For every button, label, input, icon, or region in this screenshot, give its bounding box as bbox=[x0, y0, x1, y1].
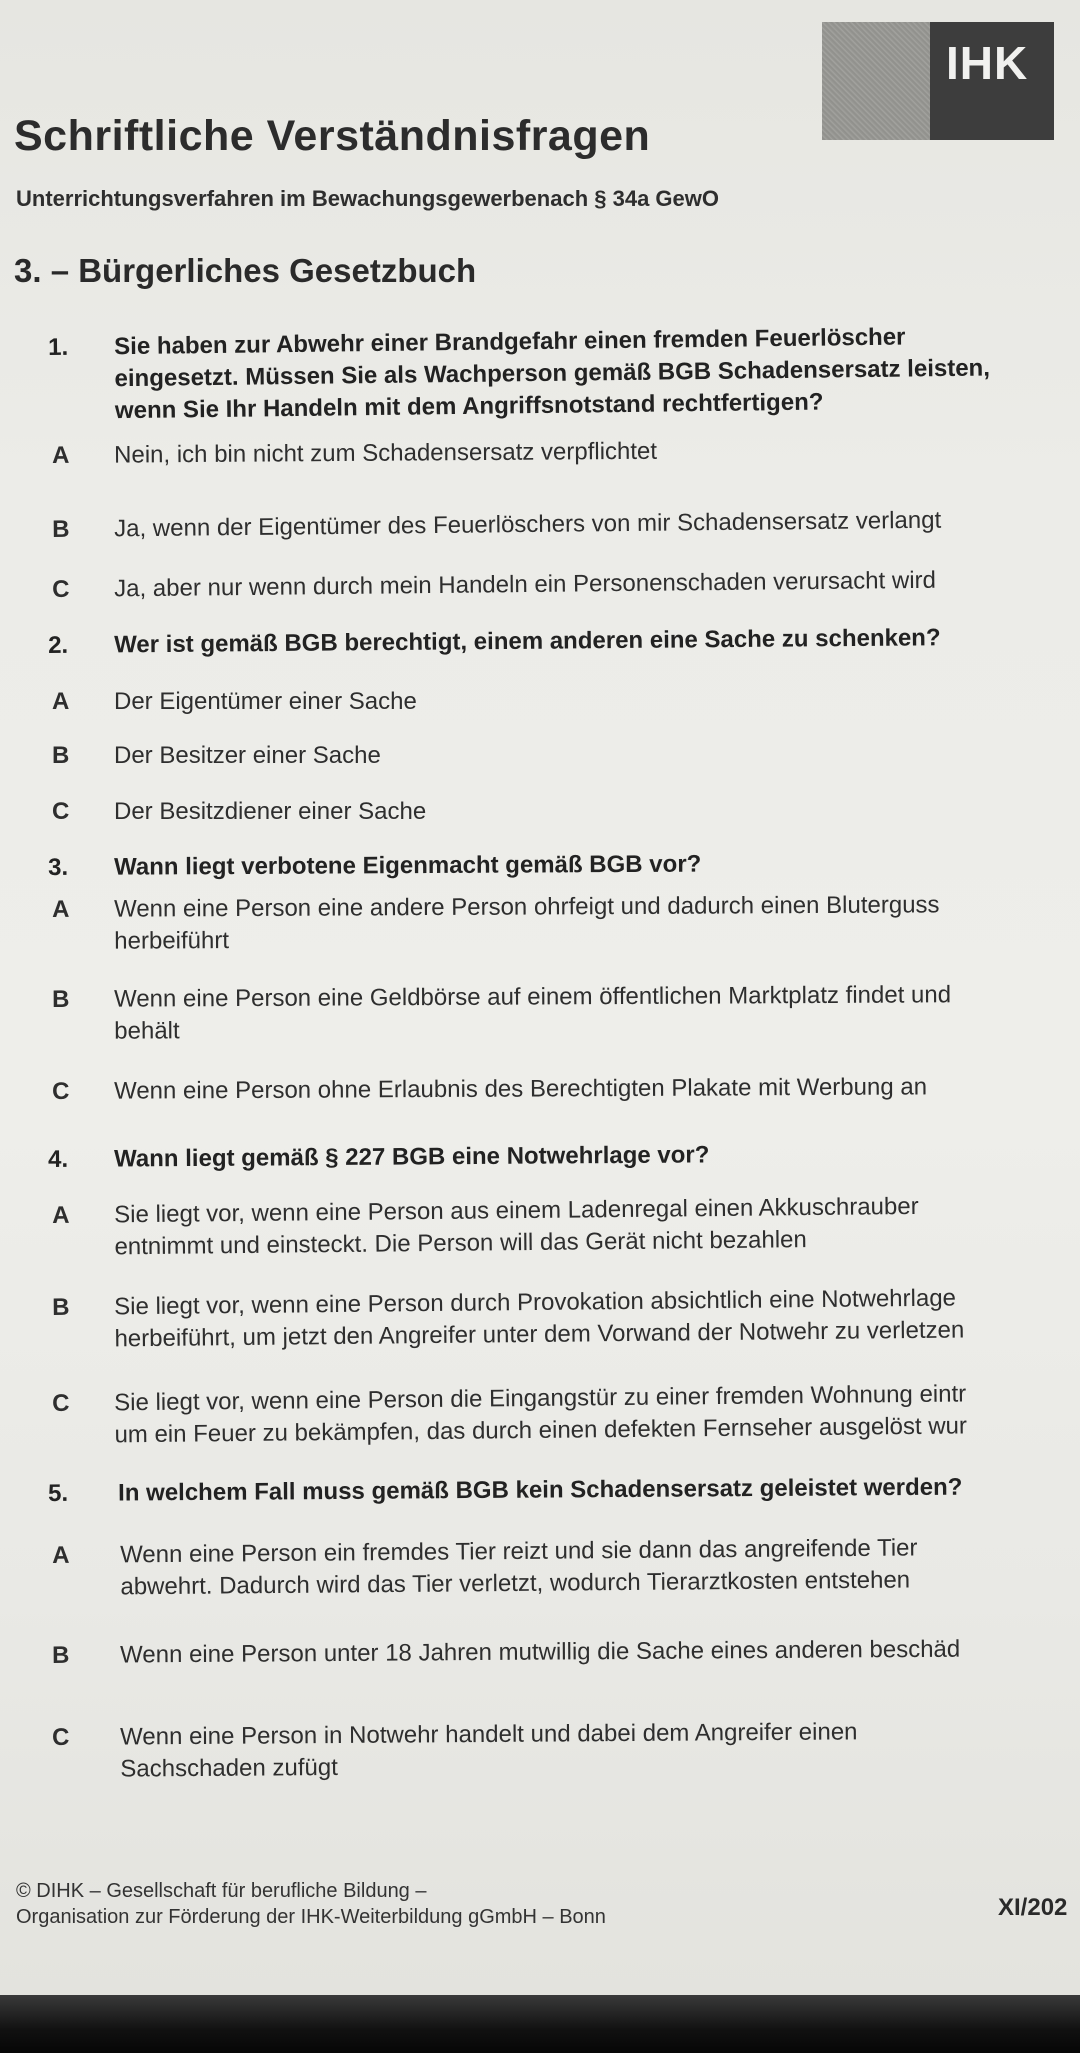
answer-letter: C bbox=[52, 1389, 70, 1417]
answer-letter: A bbox=[52, 895, 70, 923]
answer-text: Ja, wenn der Eigentümer des Feuerlöschers von mir Schadensersatz verlangt bbox=[114, 506, 942, 543]
question-number: 3. bbox=[48, 853, 69, 881]
answer-letter: A bbox=[52, 688, 70, 715]
answer-text: Nein, ich bin nicht zum Schadensersatz verpflichtet bbox=[114, 437, 658, 469]
answer-text-line: um ein Feuer zu bekämpfen, das durch einen defekten Fernseher ausgelöst wur bbox=[114, 1412, 968, 1449]
answer-letter: A bbox=[52, 441, 70, 469]
answer-text-line: Sie liegt vor, wenn eine Person die Eingangstür zu einer fremden Wohnung eintr bbox=[114, 1380, 967, 1417]
answer-text-line: Wenn eine Person in Notwehr handelt und dabei dem Angreifer einen bbox=[120, 1718, 858, 1751]
question-text-line: In welchem Fall muss gemäß BGB kein Schadensersatz geleistet werden? bbox=[118, 1473, 963, 1507]
answer-text-line: behält bbox=[114, 1017, 180, 1045]
answer-text: Der Eigentümer einer Sache bbox=[114, 688, 417, 715]
page-subtitle: Unterrichtungsverfahren im Bewachungsgewerbenach § 34a GewO bbox=[16, 186, 719, 211]
question-number: 5. bbox=[48, 1479, 69, 1507]
answer-letter: C bbox=[52, 1077, 70, 1105]
ihk-logo: IHK bbox=[946, 37, 1029, 89]
answer-letter: B bbox=[52, 515, 70, 543]
answer-letter: B bbox=[52, 742, 70, 769]
answer-text: Wenn eine Person ohne Erlaubnis des Berechtigten Plakate mit Werbung an bbox=[114, 1073, 928, 1105]
question-text-line: Wann liegt gemäß § 227 BGB eine Notwehrlage vor? bbox=[114, 1141, 710, 1173]
answer-text-line: Wenn eine Person eine Geldbörse auf einem öffentlichen Marktplatz findet und bbox=[114, 981, 952, 1013]
answer-text: Der Besitzer einer Sache bbox=[114, 742, 381, 769]
footer-line-2: Organisation zur Förderung der IHK-Weiterbildung gGmbH – Bonn bbox=[16, 1906, 606, 1928]
question-number: 4. bbox=[48, 1145, 69, 1173]
question-text-line: Wer ist gemäß BGB berechtigt, einem anderen eine Sache zu schenken? bbox=[114, 624, 941, 659]
page-title: Schriftliche Verständnisfragen bbox=[14, 112, 651, 160]
answer-text-line: Wenn eine Person ein fremdes Tier reizt und sie dann das angreifende Tier bbox=[120, 1534, 918, 1569]
footer-copyright bbox=[16, 1878, 606, 1930]
answer-text: Wenn eine Person unter 18 Jahren mutwillig die Sache eines anderen beschäd bbox=[120, 1635, 961, 1669]
question-text-line: eingesetzt. Müssen Sie als Wachperson gemäß BGB Schadensersatz leisten, bbox=[114, 354, 991, 393]
answer-text-line: Sie liegt vor, wenn eine Person aus einem Ladenregal einen Akkuschrauber bbox=[114, 1192, 919, 1229]
answer-letter: B bbox=[52, 1293, 70, 1321]
answer-text-line: herbeiführt bbox=[114, 927, 230, 955]
answer-text-line: abwehrt. Dadurch wird das Tier verletzt, wodurch Tierarztkosten entstehen bbox=[120, 1566, 911, 1601]
answer-text: Ja, aber nur wenn durch mein Handeln ein Personenschaden verursacht wird bbox=[114, 566, 937, 603]
answer-letter: C bbox=[52, 798, 70, 825]
section-title: 3. – Bürgerliches Gesetzbuch bbox=[14, 252, 477, 289]
question-number: 1. bbox=[48, 333, 69, 361]
question-text-line: Sie haben zur Abwehr einer Brandgefahr einen fremden Feuerlöscher bbox=[114, 323, 906, 361]
answer-text-line: Sachschaden zufügt bbox=[120, 1754, 338, 1783]
question-number: 2. bbox=[48, 631, 69, 659]
answer-letter: A bbox=[52, 1541, 70, 1569]
photo-edge-shadow bbox=[0, 1995, 1080, 2053]
footer-date: XI/202 bbox=[998, 1894, 1068, 1921]
question-text-line: wenn Sie Ihr Handeln mit dem Angriffsnotstand rechtfertigen? bbox=[114, 388, 824, 425]
answer-text-line: herbeiführt, um jetzt den Angreifer unter dem Vorwand der Notwehr zu verletzen bbox=[114, 1316, 965, 1353]
answer-letter: C bbox=[52, 575, 70, 603]
answer-letter: A bbox=[52, 1201, 70, 1229]
answer-text-line: Sie liegt vor, wenn eine Person durch Provokation absichtlich eine Notwehrlage bbox=[114, 1284, 957, 1321]
answer-letter: C bbox=[52, 1723, 70, 1751]
answer-text-line: entnimmt und einsteckt. Die Person will das Gerät nicht bezahlen bbox=[114, 1226, 807, 1261]
answer-text-line: Wenn eine Person eine andere Person ohrfeigt und dadurch einen Bluterguss bbox=[114, 891, 940, 923]
answer-letter: B bbox=[52, 1641, 70, 1669]
footer-line-1: © DIHK – Gesellschaft für berufliche Bildung – bbox=[16, 1880, 427, 1902]
answer-text: Der Besitzdiener einer Sache bbox=[114, 798, 427, 825]
answer-letter: B bbox=[52, 985, 70, 1013]
question-text-line: Wann liegt verbotene Eigenmacht gemäß BGB vor? bbox=[114, 850, 702, 881]
